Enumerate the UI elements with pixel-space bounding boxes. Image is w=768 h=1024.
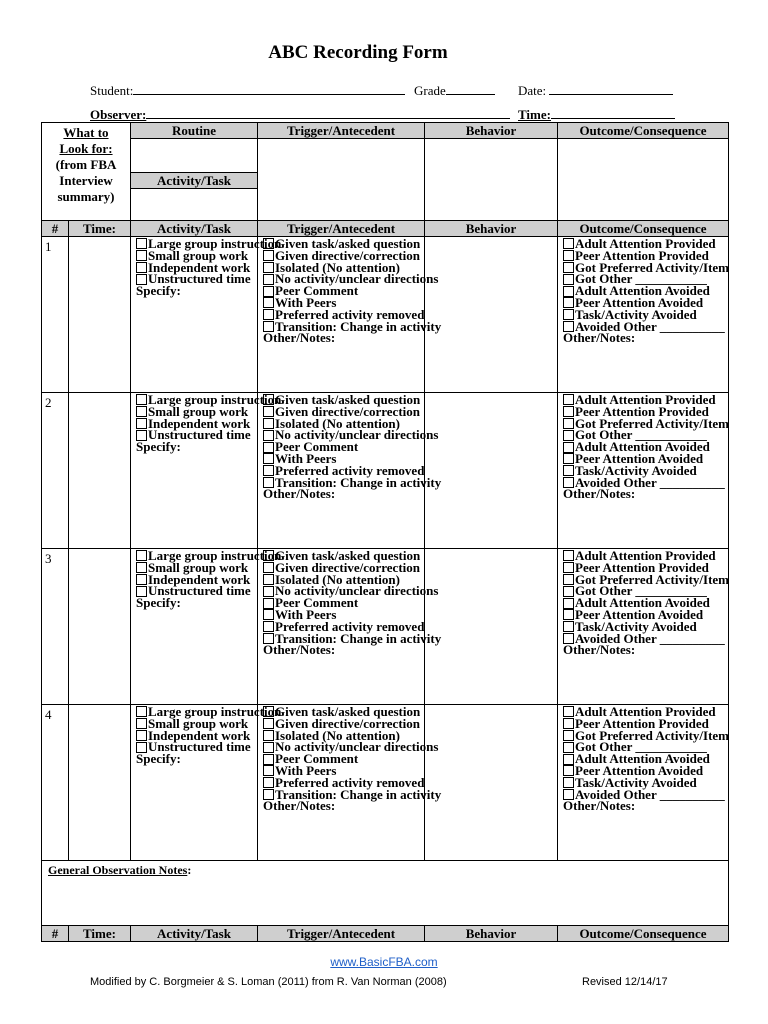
outcome-extra-label: Other/Notes: [563,798,636,814]
entry-number: 1 [42,237,69,393]
trigger-option-label: Given task/asked question [275,548,421,563]
checkbox-icon[interactable] [136,238,147,249]
trigger-extra-label: Other/Notes: [263,642,336,658]
trigger-option-label: Peer Comment [275,439,359,455]
checkbox-icon[interactable] [563,274,574,285]
entry-time-cell[interactable] [69,705,131,861]
outcome-option-label: Peer Attention Avoided [575,762,704,778]
abc-table [41,122,729,942]
outcome-option-label: Got Preferred Activity/Item [575,415,730,431]
activity-option-label: Small group work [148,559,249,575]
checkbox-icon[interactable] [563,309,574,320]
footer-credit: Modified by C. Borgmeier & S. Loman (2011) from R. Van Norman (2008) [90,976,447,988]
activity-option-label: Small group work [148,403,249,419]
general-notes-label: General Observation Notes [48,863,188,877]
outcome-option-label: Adult Attention Provided [575,392,716,407]
outcome-option-label: Got Preferred Activity/Item [575,259,730,275]
trigger-option-label: Peer Comment [275,283,359,299]
checkbox-icon[interactable] [563,742,574,753]
outcome-header: Outcome/Consequence [558,123,729,139]
what-to-look-line4: Interview [59,173,113,188]
trigger-option-label: Given directive/correction [275,403,420,419]
entry-number: 3 [42,549,69,705]
entry-behavior-cell[interactable] [425,705,558,861]
what-to-look-line3: (from FBA [55,157,117,172]
outcome-option-label: Got Other ___________ [575,271,707,287]
checkbox-icon[interactable] [563,586,574,597]
checkbox-icon[interactable] [263,262,274,273]
trigger-option-label: Isolated (No attention) [275,259,400,275]
outcome-option-label: Peer Attention Provided [575,559,709,575]
checkbox-icon[interactable] [563,574,574,585]
checkbox-icon[interactable] [263,550,274,561]
outcome-extra-label: Other/Notes: [563,486,636,502]
checkbox-icon[interactable] [263,442,274,453]
outcome-option-label: Adult Attention Avoided [575,439,710,455]
checkbox-icon[interactable] [563,621,574,632]
entry-behavior-cell[interactable] [425,549,558,705]
checkbox-icon[interactable] [263,394,274,405]
checkbox-icon[interactable] [263,430,274,441]
checkbox-icon[interactable] [263,706,274,717]
checkbox-icon[interactable] [563,465,574,476]
entry-number: 4 [42,705,69,861]
checkbox-icon[interactable] [563,730,574,741]
activity-option-label: Large group instruction [148,392,282,407]
activity-option-label: Large group instruction [148,548,282,563]
checkbox-icon[interactable] [263,453,274,464]
routine-box[interactable] [131,139,257,172]
trigger-option-label: Transition: Change in activity [275,630,442,646]
activity-option-label: Independent work [148,571,251,587]
checkbox-icon[interactable] [563,777,574,788]
time-input-line[interactable] [551,106,675,119]
outcome-option-label: Peer Attention Provided [575,247,709,263]
activity-option-label: Independent work [148,415,251,431]
entry-time-cell[interactable] [69,237,131,393]
checkbox-icon[interactable] [263,621,274,632]
checkbox-icon[interactable] [136,730,147,741]
activity-option-label: Small group work [148,715,249,731]
activity-option-label: Unstructured time [148,739,251,755]
outcome-option-label: Adult Attention Provided [575,236,716,251]
activity-option-label: Large group instruction [148,704,282,719]
checkbox-icon[interactable] [263,309,274,320]
checkbox-icon[interactable] [136,418,147,429]
trigger-option-label: Preferred activity removed [275,462,425,478]
activity-option-label: Unstructured time [148,271,251,287]
entry-number: 2 [42,393,69,549]
checkbox-icon[interactable] [563,609,574,620]
trigger-option-label: With Peers [275,606,337,622]
behavior-lookfor-cell[interactable] [425,139,558,221]
checkbox-icon[interactable] [136,262,147,273]
checkbox-icon[interactable] [563,250,574,261]
trigger-option-label: Isolated (No attention) [275,415,400,431]
checkbox-icon[interactable] [563,286,574,297]
checkbox-icon[interactable] [263,754,274,765]
date-field[interactable] [518,82,673,99]
checkbox-icon[interactable] [263,250,274,261]
routine-lookfor-cell[interactable] [131,139,258,221]
date-input-line[interactable] [549,82,673,95]
checkbox-icon[interactable] [263,718,274,729]
activity-extra-label: Specify: [136,595,181,611]
trigger-extra-label: Other/Notes: [263,330,336,346]
trigger-option-label: No activity/unclear directions [275,427,439,443]
grade-label: Grade [414,83,446,98]
checkbox-icon[interactable] [263,609,274,620]
entry-activity-cell[interactable] [131,236,282,393]
entry-trigger-cell[interactable] [258,392,442,549]
entry-time-cell[interactable] [69,393,131,549]
entry-outcome-cell[interactable] [558,393,729,549]
outcome-option-label: Got Other ___________ [575,583,707,599]
entry-outcome-cell[interactable] [558,705,729,861]
trigger-option-label: Given directive/correction [275,247,420,263]
checkbox-icon[interactable] [136,550,147,561]
trigger-option-label: Given task/asked question [275,236,421,251]
outcome-extra-label: Other/Notes: [563,642,636,658]
entry-row [42,705,729,861]
observer-input-line[interactable] [146,106,510,119]
entry-trigger-cell[interactable] [258,704,442,861]
trigger-option-label: Peer Comment [275,751,359,767]
outcome-extra-label: Other/Notes: [563,330,636,346]
checkbox-icon[interactable] [263,238,274,249]
student-field[interactable] [90,82,405,99]
checkbox-icon[interactable] [136,706,147,717]
checkbox-icon[interactable] [263,730,274,741]
trigger-option-label: Transition: Change in activity [275,786,442,802]
outcome-option-label: Got Preferred Activity/Item [575,571,730,587]
trigger-option-label: No activity/unclear directions [275,271,439,287]
trigger-option-label: Given directive/correction [275,715,420,731]
trigger-lookfor-cell[interactable] [258,139,425,221]
activity-option-label: Independent work [148,259,251,275]
activity-option-label: Independent work [148,727,251,743]
entry-behavior-cell[interactable] [425,393,558,549]
entry-time-cell[interactable] [69,549,131,705]
checkbox-icon[interactable] [563,598,574,609]
outcome-option-label: Adult Attention Avoided [575,595,710,611]
entry-row [42,237,729,393]
entry-behavior-cell[interactable] [425,237,558,393]
trigger-header: Trigger/Antecedent [258,123,425,139]
trigger-option-label: Peer Comment [275,595,359,611]
checkbox-icon[interactable] [563,562,574,573]
trigger-header-2: Trigger/Antecedent [258,221,425,237]
what-to-look-line2: Look for: [59,141,113,156]
outcome-option-label: Avoided Other __________ [575,318,725,334]
observer-label: Observer: [90,107,147,122]
trigger-header-3: Trigger/Antecedent [258,926,425,942]
checkbox-icon[interactable] [563,430,574,441]
trigger-option-label: Given task/asked question [275,704,421,719]
entry-activity-cell[interactable] [131,548,282,705]
outcome-option-label: Peer Attention Avoided [575,294,704,310]
checkbox-icon[interactable] [263,765,274,776]
number-header: # [42,221,69,237]
activity-option-label: Large group instruction [148,236,282,251]
trigger-option-label: No activity/unclear directions [275,583,439,599]
activity-option-label: Unstructured time [148,427,251,443]
outcome-option-label: Got Other ___________ [575,427,707,443]
checkbox-icon[interactable] [563,297,574,308]
grade-input-line[interactable] [446,82,495,95]
time-header-3: Time: [69,926,131,942]
entry-trigger-cell[interactable] [258,548,442,705]
checkbox-icon[interactable] [563,754,574,765]
activity-option-label: Unstructured time [148,583,251,599]
trigger-option-label: Isolated (No attention) [275,727,400,743]
checkbox-icon[interactable] [263,465,274,476]
trigger-option-label: No activity/unclear directions [275,739,439,755]
outcome-option-label: Peer Attention Provided [575,403,709,419]
trigger-extra-label: Other/Notes: [263,798,336,814]
outcome-option-label: Avoided Other __________ [575,786,725,802]
outcome-header-2: Outcome/Consequence [558,221,729,237]
activity-extra-label: Specify: [136,283,181,299]
trigger-option-label: Transition: Change in activity [275,474,442,490]
entry-outcome-cell[interactable] [558,549,729,705]
checkbox-icon[interactable] [263,777,274,788]
outcome-option-label: Peer Attention Avoided [575,606,704,622]
checkbox-icon[interactable] [263,418,274,429]
checkbox-icon[interactable] [136,718,147,729]
what-to-look-for-cell [42,123,131,221]
trigger-option-label: Preferred activity removed [275,774,425,790]
checkbox-icon[interactable] [563,765,574,776]
entry-row [42,549,729,705]
activity-header: Activity/Task [131,221,258,237]
checkbox-icon[interactable] [563,394,574,405]
outcome-option-label: Adult Attention Avoided [575,751,710,767]
time-label: Time: [518,107,551,122]
outcome-option-label: Got Preferred Activity/Item [575,727,730,743]
trigger-extra-label: Other/Notes: [263,486,336,502]
outcome-option-label: Avoided Other __________ [575,474,725,490]
checkbox-icon[interactable] [263,562,274,573]
basicfba-link[interactable]: www.BasicFBA.com [330,955,438,969]
footer-revised: Revised 12/14/17 [582,976,668,988]
checkbox-icon[interactable] [263,574,274,585]
trigger-option-label: With Peers [275,450,337,466]
checkbox-icon[interactable] [263,586,274,597]
checkbox-icon[interactable] [563,706,574,717]
activity-subheader: Activity/Task [131,172,257,189]
checkbox-icon[interactable] [263,406,274,417]
checkbox-icon[interactable] [136,250,147,261]
trigger-option-label: With Peers [275,294,337,310]
checkbox-icon[interactable] [563,262,574,273]
what-to-look-line1: What to [63,125,109,140]
entry-outcome-cell[interactable] [558,237,729,393]
form-title: ABC Recording Form [268,42,448,63]
checkbox-icon[interactable] [563,550,574,561]
outcome-header-3: Outcome/Consequence [558,926,729,942]
checkbox-icon[interactable] [563,453,574,464]
checkbox-icon[interactable] [136,562,147,573]
activity-extra-label: Specify: [136,751,181,767]
trigger-option-label: Transition: Change in activity [275,318,442,334]
checkbox-icon[interactable] [563,718,574,729]
activity-option-label: Small group work [148,247,249,263]
number-header-3: # [42,926,69,942]
checkbox-icon[interactable] [563,418,574,429]
outcome-option-label: Adult Attention Provided [575,704,716,719]
checkbox-icon[interactable] [263,297,274,308]
entry-activity-cell[interactable] [131,704,282,861]
activity-extra-label: Specify: [136,439,181,455]
checkbox-icon[interactable] [263,286,274,297]
time-header: Time: [69,221,131,237]
outcome-lookfor-cell[interactable] [558,139,729,221]
outcome-option-label: Task/Activity Avoided [575,462,697,478]
outcome-option-label: Peer Attention Provided [575,715,709,731]
checkbox-icon[interactable] [136,406,147,417]
behavior-header-3: Behavior [425,926,558,942]
outcome-option-label: Avoided Other __________ [575,630,725,646]
what-to-look-line5: summary) [57,189,115,204]
outcome-option-label: Adult Attention Provided [575,548,716,563]
entry-activity-cell[interactable] [131,392,282,549]
outcome-option-label: Adult Attention Avoided [575,283,710,299]
activity-header-3: Activity/Task [131,926,258,942]
checkbox-icon[interactable] [263,598,274,609]
outcome-option-label: Peer Attention Avoided [575,450,704,466]
outcome-option-label: Task/Activity Avoided [575,618,697,634]
behavior-header-2: Behavior [425,221,558,237]
behavior-header: Behavior [425,123,558,139]
trigger-option-label: Given task/asked question [275,392,421,407]
outcome-option-label: Task/Activity Avoided [575,774,697,790]
footer-link-wrap [0,955,768,969]
checkbox-icon[interactable] [136,574,147,585]
time-field[interactable] [518,106,675,123]
outcome-option-label: Task/Activity Avoided [575,306,697,322]
trigger-option-label: Isolated (No attention) [275,571,400,587]
trigger-option-label: Preferred activity removed [275,306,425,322]
checkbox-icon[interactable] [563,442,574,453]
trigger-option-label: With Peers [275,762,337,778]
student-label: Student: [90,83,134,98]
routine-header: Routine [131,123,258,139]
checkbox-icon[interactable] [263,274,274,285]
checkbox-icon[interactable] [563,238,574,249]
trigger-option-label: Given directive/correction [275,559,420,575]
student-input-line[interactable] [133,82,405,95]
trigger-option-label: Preferred activity removed [275,618,425,634]
grade-field[interactable] [414,82,495,99]
entry-trigger-cell[interactable] [258,236,442,393]
checkbox-icon[interactable] [263,742,274,753]
entry-row [42,393,729,549]
checkbox-icon[interactable] [563,406,574,417]
date-label: Date: [518,83,547,98]
general-notes-cell[interactable]: General Observation Notes: [42,861,729,926]
checkbox-icon[interactable] [136,394,147,405]
outcome-option-label: Got Other ___________ [575,739,707,755]
observer-field[interactable] [90,106,510,123]
